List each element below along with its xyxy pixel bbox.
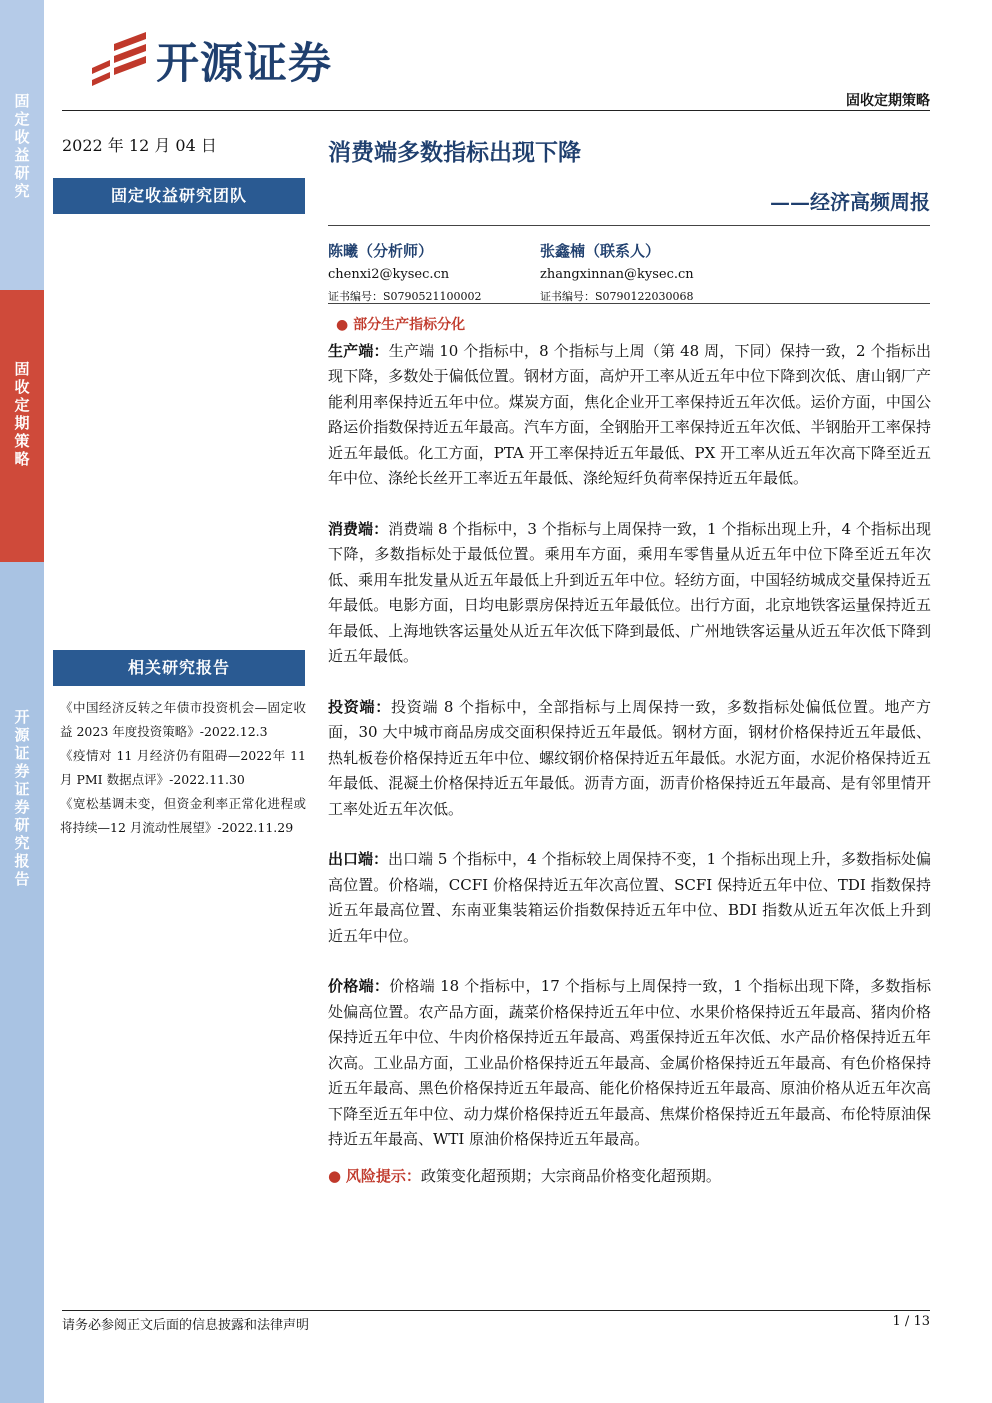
bullet-icon: ● — [336, 317, 349, 333]
paragraph-text: 投资端 8 个指标中，全部指标与上周保持一致，多数指标处偏低位置。地产方面，30 大中城市商品房成交面积保持近五年最低。钢材方面，钢材价格保持近五年最低、热轧板卷价格保持近五年中位、螺纹钢价格保持近五年最低。水泥方面，水泥价格保持近五年最低、混凝土价格保持近五年最低。沥青方面，沥青价格保持近五年最高、是有邻里情开工率处近五年次低。 — [328, 697, 931, 818]
company-logo — [88, 28, 378, 88]
author-block — [328, 240, 482, 304]
author-name: 张鑫楠（联系人） — [540, 242, 661, 260]
related-report-item[interactable]: 《疫情对 11 月经济仍有阻碍—2022年 11 月 PMI 数据点评》-2022.11.30 — [60, 748, 306, 787]
section-heading — [336, 313, 931, 339]
author-license: 证书编号：S0790521100002 — [328, 290, 482, 303]
paragraph-label: 消费端： — [328, 519, 389, 538]
main-content — [328, 313, 931, 1189]
paragraph-text: 价格端 18 个指标中，17 个指标与上周保持一致，1 个指标出现下降，多数指标处偏高位置。农产品方面，蔬菜价格保持近五年中位、水果价格保持近五年最高、猪肉价格保持近五年中位、牛肉价格保持近五年最高、鸡蛋保持近五年次低、水产品价格保持近五年次高。工业品方面，工业品价格保持近五年最高、金属价格保持近五年最高、有色价格保持近五年最高、黑色价格保持近五年最高、能化价格保持近五年最高、原油价格从近五年次高下降至近五年中位、动力煤价格保持近五年最高、焦煤价格保持近五年最高、布伦特原油保持近五年最高、WTI 原油价格保持近五年最高。 — [328, 977, 931, 1148]
risk-notice — [328, 1164, 931, 1190]
paragraph-consumption — [328, 517, 931, 670]
paragraph-label: 出口端： — [328, 850, 389, 868]
paragraph-price — [328, 974, 931, 1153]
bullet-icon: ● — [328, 1166, 342, 1185]
author-email: zhangxinnan@kysec.cn — [540, 267, 694, 282]
paragraph-production — [328, 339, 931, 492]
paragraph-text: 消费端 8 个指标中，3 个指标与上周保持一致，1 个指标出现上升，4 个指标出现下降，多数指标处于最低位置。乘用车方面，乘用车零售量从近五年中位下降至近五年次低、乘用车批发量从近五年最低上升到近五年中位。轻纺方面，中国轻纺城成交量保持近五年最低。电影方面，日均电影票房保持近五年最低位。出行方面，北京地铁客运量保持近五年最低、上海地铁客运量处从近五年次低下降到最低、广州地铁客运量从近五年次低下降到近五年最低。 — [328, 519, 931, 665]
paragraph-label: 价格端： — [328, 977, 390, 995]
team-label: 固定收益研究团队 — [53, 178, 305, 214]
related-reports-label: 相关研究报告 — [53, 650, 305, 686]
author-name: 陈曦（分析师） — [328, 242, 434, 260]
left-sidebar — [0, 0, 44, 1403]
paragraph-label: 投资端： — [328, 697, 392, 716]
author-block — [540, 240, 694, 304]
author-license: 证书编号：S0790122030068 — [540, 290, 694, 303]
section-heading-text: 部分生产指标分化 — [353, 317, 466, 333]
sidebar-section-research — [0, 562, 44, 1403]
sidebar-section-fixed-income — [0, 0, 44, 290]
footer-rule — [62, 1310, 930, 1311]
report-type: 固收定期策略 — [846, 93, 930, 109]
risk-text: 政策变化超预期；大宗商品价格变化超预期。 — [420, 1166, 721, 1185]
related-reports-list — [60, 696, 306, 840]
report-subtitle: ——经济高频周报 — [770, 190, 930, 214]
related-report-item[interactable]: 《中国经济反转之年债市投资机会—固定收益 2023 年度投资策略》-2022.12.3 — [60, 700, 306, 739]
author-email: chenxi2@kysec.cn — [328, 267, 450, 282]
header-rule — [62, 110, 930, 111]
footer-disclaimer: 请务必参阅正文后面的信息披露和法律声明 — [62, 1318, 310, 1333]
report-date: 2022 年 12 月 04 日 — [62, 136, 217, 155]
title-rule — [328, 225, 930, 226]
sidebar-label-strategy: 固收定期策略 — [14, 360, 30, 468]
report-title: 消费端多数指标出现下降 — [328, 139, 581, 166]
paragraph-text: 出口端 5 个指标中，4 个指标较上周保持不变，1 个指标出现上升，多数指标处偏高位置。价格端，CCFI 价格保持近五年次高位置、SCFI 保持近五年中位、TDI 指数保持近五年最高位置、东南亚集装箱运价指数保持近五年中位、BDI 指数从近五年次低上升到近五年中位。 — [328, 850, 931, 945]
brand-mark-icon — [88, 28, 150, 88]
sidebar-label-research: 开源证券 证券研究报告 — [14, 708, 30, 888]
risk-label: 风险提示： — [345, 1166, 421, 1185]
sidebar-section-strategy — [0, 290, 44, 562]
sidebar-label-fixed-income: 固定收益研究 — [14, 92, 30, 200]
page-number: 1 / 13 — [892, 1314, 930, 1329]
paragraph-text: 生产端 10 个指标中，8 个指标与上周（第 48 周，下同）保持一致，2 个指标出现下降，多数处于偏低位置。钢材方面，高炉开工率从近五年中位下降到次低、唐山钢厂产能利用率保持近五年中位。煤炭方面，焦化企业开工率保持近五年次低。运价方面，中国公路运价指数保持近五年最高。汽车方面，全钢胎开工率保持近五年次低、半钢胎开工率保持近五年最低。化工方面，PTA 开工率保持近五年最低、PX 开工率从近五年次高下降至近五年中位、涤纶长丝开工率近五年最低、涤纶短纤负荷率保持近五年最低。 — [328, 341, 931, 487]
paragraph-label: 生产端： — [328, 341, 389, 360]
author-rule — [328, 303, 930, 304]
paragraph-investment — [328, 695, 931, 823]
related-report-item[interactable]: 《宽松基调未变，但资金利率正常化进程或将持续—12 月流动性展望》-2022.11.29 — [60, 796, 306, 835]
brand-name: 开源证券 — [156, 39, 332, 89]
paragraph-export — [328, 847, 931, 949]
